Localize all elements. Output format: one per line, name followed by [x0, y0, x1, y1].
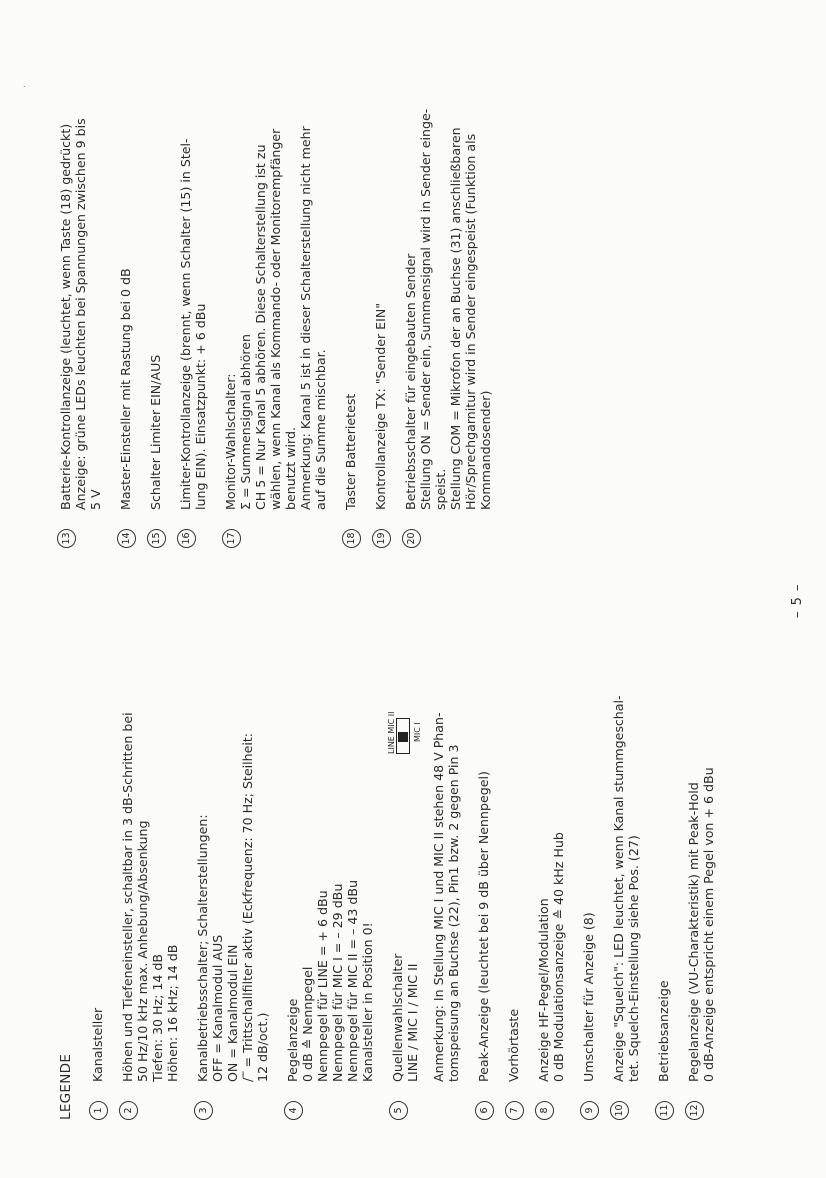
item-text-line: Tiefen: 30 Hz; 14 dB — [150, 954, 165, 1082]
legend-item — [476, 575, 491, 1120]
item-text-line: Pegelanzeige (VU-Charakteristik) mit Peak-Hold — [686, 782, 701, 1082]
item-number-circle: 20 — [402, 529, 421, 548]
item-text-line: Peak-Anzeige (leuchtet bei 9 dB über Nennpegel) — [476, 771, 491, 1082]
legend-item — [656, 575, 671, 1120]
item-number-circle: 13 — [57, 529, 76, 548]
item-number-circle: 11 — [655, 1101, 674, 1120]
item-text-line: Stellung ON = Sender ein, Summensignal wird in Sender einge- — [418, 108, 433, 510]
legend-item — [120, 575, 180, 1120]
legend-item — [536, 575, 566, 1120]
switch-label-bottom: MIC I — [413, 722, 422, 742]
item-text-line: CH 5 = Nur Kanal 5 abhören. Diese Schalterstellung ist zu — [253, 144, 268, 510]
note-text-line: Anmerkung: In Stellung MIC I und MIC II stehen 48 V Phan- — [431, 712, 446, 1082]
note-text-line: tomspeisung an Buchse (22), Pin1 bzw. 2 gegen Pin 3 — [446, 744, 461, 1082]
item-text-line: Σ = Summensignal abhören — [238, 333, 253, 510]
legend-item — [285, 575, 375, 1120]
legend-item — [611, 575, 641, 1120]
item-number-circle: 17 — [222, 529, 241, 548]
source-switch-diagram — [387, 690, 430, 760]
item-text-line: Taster Batterietest — [343, 393, 358, 510]
item-number-circle: 18 — [342, 529, 361, 548]
phantom-power-note — [431, 575, 461, 1120]
item-number-circle: 10 — [610, 1101, 629, 1120]
legend-item — [403, 8, 493, 548]
item-number-circle: 2 — [119, 1101, 138, 1120]
item-number-circle: 8 — [535, 1101, 554, 1120]
item-number-circle: 15 — [147, 529, 166, 548]
right-item-list — [58, 8, 493, 548]
item-text-line: Master-Einsteller mit Rastung bei 0 dB — [118, 268, 133, 510]
item-number-circle: 19 — [372, 529, 391, 548]
item-text-line: benutzt wird. — [283, 427, 298, 510]
item-text-line: Batterie-Kontrollanzeige (leuchtet, wenn Taste (18) gedrückt) — [58, 123, 73, 510]
item-text-line: Nennpegel für LINE = + 6 dBu — [315, 890, 330, 1082]
item-text-line: 0 dB Modulationsanzeige ≙ 40 kHz Hub — [551, 832, 566, 1082]
item-number-circle: 1 — [89, 1101, 108, 1120]
item-text-line: 0 dB ≙ Nennpegel — [300, 966, 315, 1082]
left-column — [58, 575, 731, 1120]
item-text-line: Anzeige HF-Pegel/Modulation — [536, 898, 551, 1082]
item-text-line: speist. — [433, 468, 448, 510]
page-number: – 5 – — [790, 583, 805, 618]
item-text-line: 0 dB-Anzeige entspricht einem Pegel von + 6 dBu — [701, 767, 716, 1082]
item-number-circle: 4 — [284, 1101, 303, 1120]
item-text-line: Limiter-Kontrollanzeige (brennt, wenn Schalter (15) in Stel- — [178, 138, 193, 510]
item-text-line: Nennpegel für MIC II = – 43 dBu — [345, 879, 360, 1082]
item-text-line: 5 V — [88, 489, 103, 510]
item-number-circle: 7 — [505, 1101, 524, 1120]
item-text-line: auf die Summe mischbar. — [313, 349, 328, 510]
item-text-line: Schalter Limiter EIN/AUS — [148, 354, 163, 510]
item-number-circle: 16 — [177, 529, 196, 548]
item-text-line: 12 dB/oct.) — [255, 1012, 270, 1082]
item-text-line: Stellung COM = Mikrofon der an Buchse (31) anschließbaren — [448, 127, 463, 510]
legend-item — [506, 575, 521, 1120]
legend-item — [195, 575, 270, 1120]
item-text-line: 50 Hz/10 kHz max. Anhebung/Absenkung — [135, 820, 150, 1082]
legend-item — [58, 8, 103, 548]
legend-item — [387, 575, 422, 1120]
item-text-line: wählen, wenn Kanal als Kommando- oder Monitorempfänger — [268, 128, 283, 510]
item-text-line: OFF = Kanalmodul AUS — [210, 934, 225, 1082]
item-text-line: Pegelanzeige — [285, 998, 300, 1082]
legend-item — [118, 8, 133, 548]
item-text-line: Anzeige: grüne LEDs leuchten bei Spannungen zwischen 9 bis — [73, 118, 88, 510]
right-column — [58, 8, 508, 548]
legend-item — [90, 575, 105, 1120]
legend-item — [343, 8, 358, 548]
left-item-list — [90, 575, 716, 1120]
item-text-line: Vorhörtaste — [506, 1008, 521, 1082]
legend-item — [178, 8, 208, 548]
item-text-line: Höhen: 16 kHz; 14 dB — [165, 944, 180, 1082]
item-text-line: Kanalsteller in Position 0! — [360, 922, 375, 1082]
scan-speck: · — [20, 84, 31, 88]
item-text-line: Quellenwahlschalter — [390, 953, 405, 1082]
legend-item — [148, 8, 163, 548]
item-text-line: Anzeige "Squelch": LED leuchtet, wenn Kanal stummgeschal- — [611, 695, 626, 1082]
item-text-line: Umschalter für Anzeige (8) — [581, 912, 596, 1082]
legend-heading: LEGENDE — [58, 1053, 74, 1120]
legend-item — [686, 575, 716, 1120]
item-text-line: Betriebsanzeige — [656, 980, 671, 1082]
item-text-line: ON = Kanalmodul EIN — [225, 944, 240, 1082]
item-number-circle: 9 — [580, 1101, 599, 1120]
item-text-line: tet. Squelch-Einstellung siehe Pos. (27) — [626, 835, 641, 1082]
item-number-circle: 12 — [685, 1101, 704, 1120]
item-number-circle: 5 — [389, 1101, 408, 1120]
item-text-line: Nennpegel für MIC I = – 29 dBu — [330, 883, 345, 1082]
legend-item — [581, 575, 596, 1120]
item-text-line: lung EIN). Einsatzpunkt: + 6 dBu — [193, 303, 208, 510]
legend-item — [373, 8, 388, 548]
item-number-circle: 6 — [475, 1101, 494, 1120]
item-text-line: Höhen und Tiefeneinsteller, schaltbar in 3 dB-Schritten bei — [120, 712, 135, 1082]
item-text-line: /‾ = Trittschallfilter aktiv (Eckfrequenz: 70 Hz; Steilheit: — [240, 732, 255, 1082]
item-text-line: Kanalbetriebsschalter; Schalterstellungen: — [195, 814, 210, 1082]
item-text-line: Kanalsteller — [90, 1007, 105, 1082]
item-text-line: Monitor-Wahlschalter: — [223, 373, 238, 510]
item-text-line: Betriebsschalter für eingebauten Sender — [403, 253, 418, 510]
legend-item — [223, 8, 328, 548]
item-text-line: Hör/Sprechgarnitur wird in Sender eingespeist (Funktion als — [463, 133, 478, 510]
item-number-circle: 3 — [194, 1101, 213, 1120]
item-text-line: Anmerkung: Kanal 5 ist in dieser Schalterstellung nicht mehr — [298, 126, 313, 510]
item-text-line: LINE / MIC I / MIC II — [405, 963, 420, 1082]
item-text-line: Kontrollanzeige TX: "Sender EIN" — [373, 302, 388, 510]
switch-label-top: LINE MIC II — [387, 711, 396, 754]
item-number-circle: 14 — [117, 529, 136, 548]
switch-knob — [398, 732, 408, 742]
item-text-line: Kommandosender) — [478, 390, 493, 510]
